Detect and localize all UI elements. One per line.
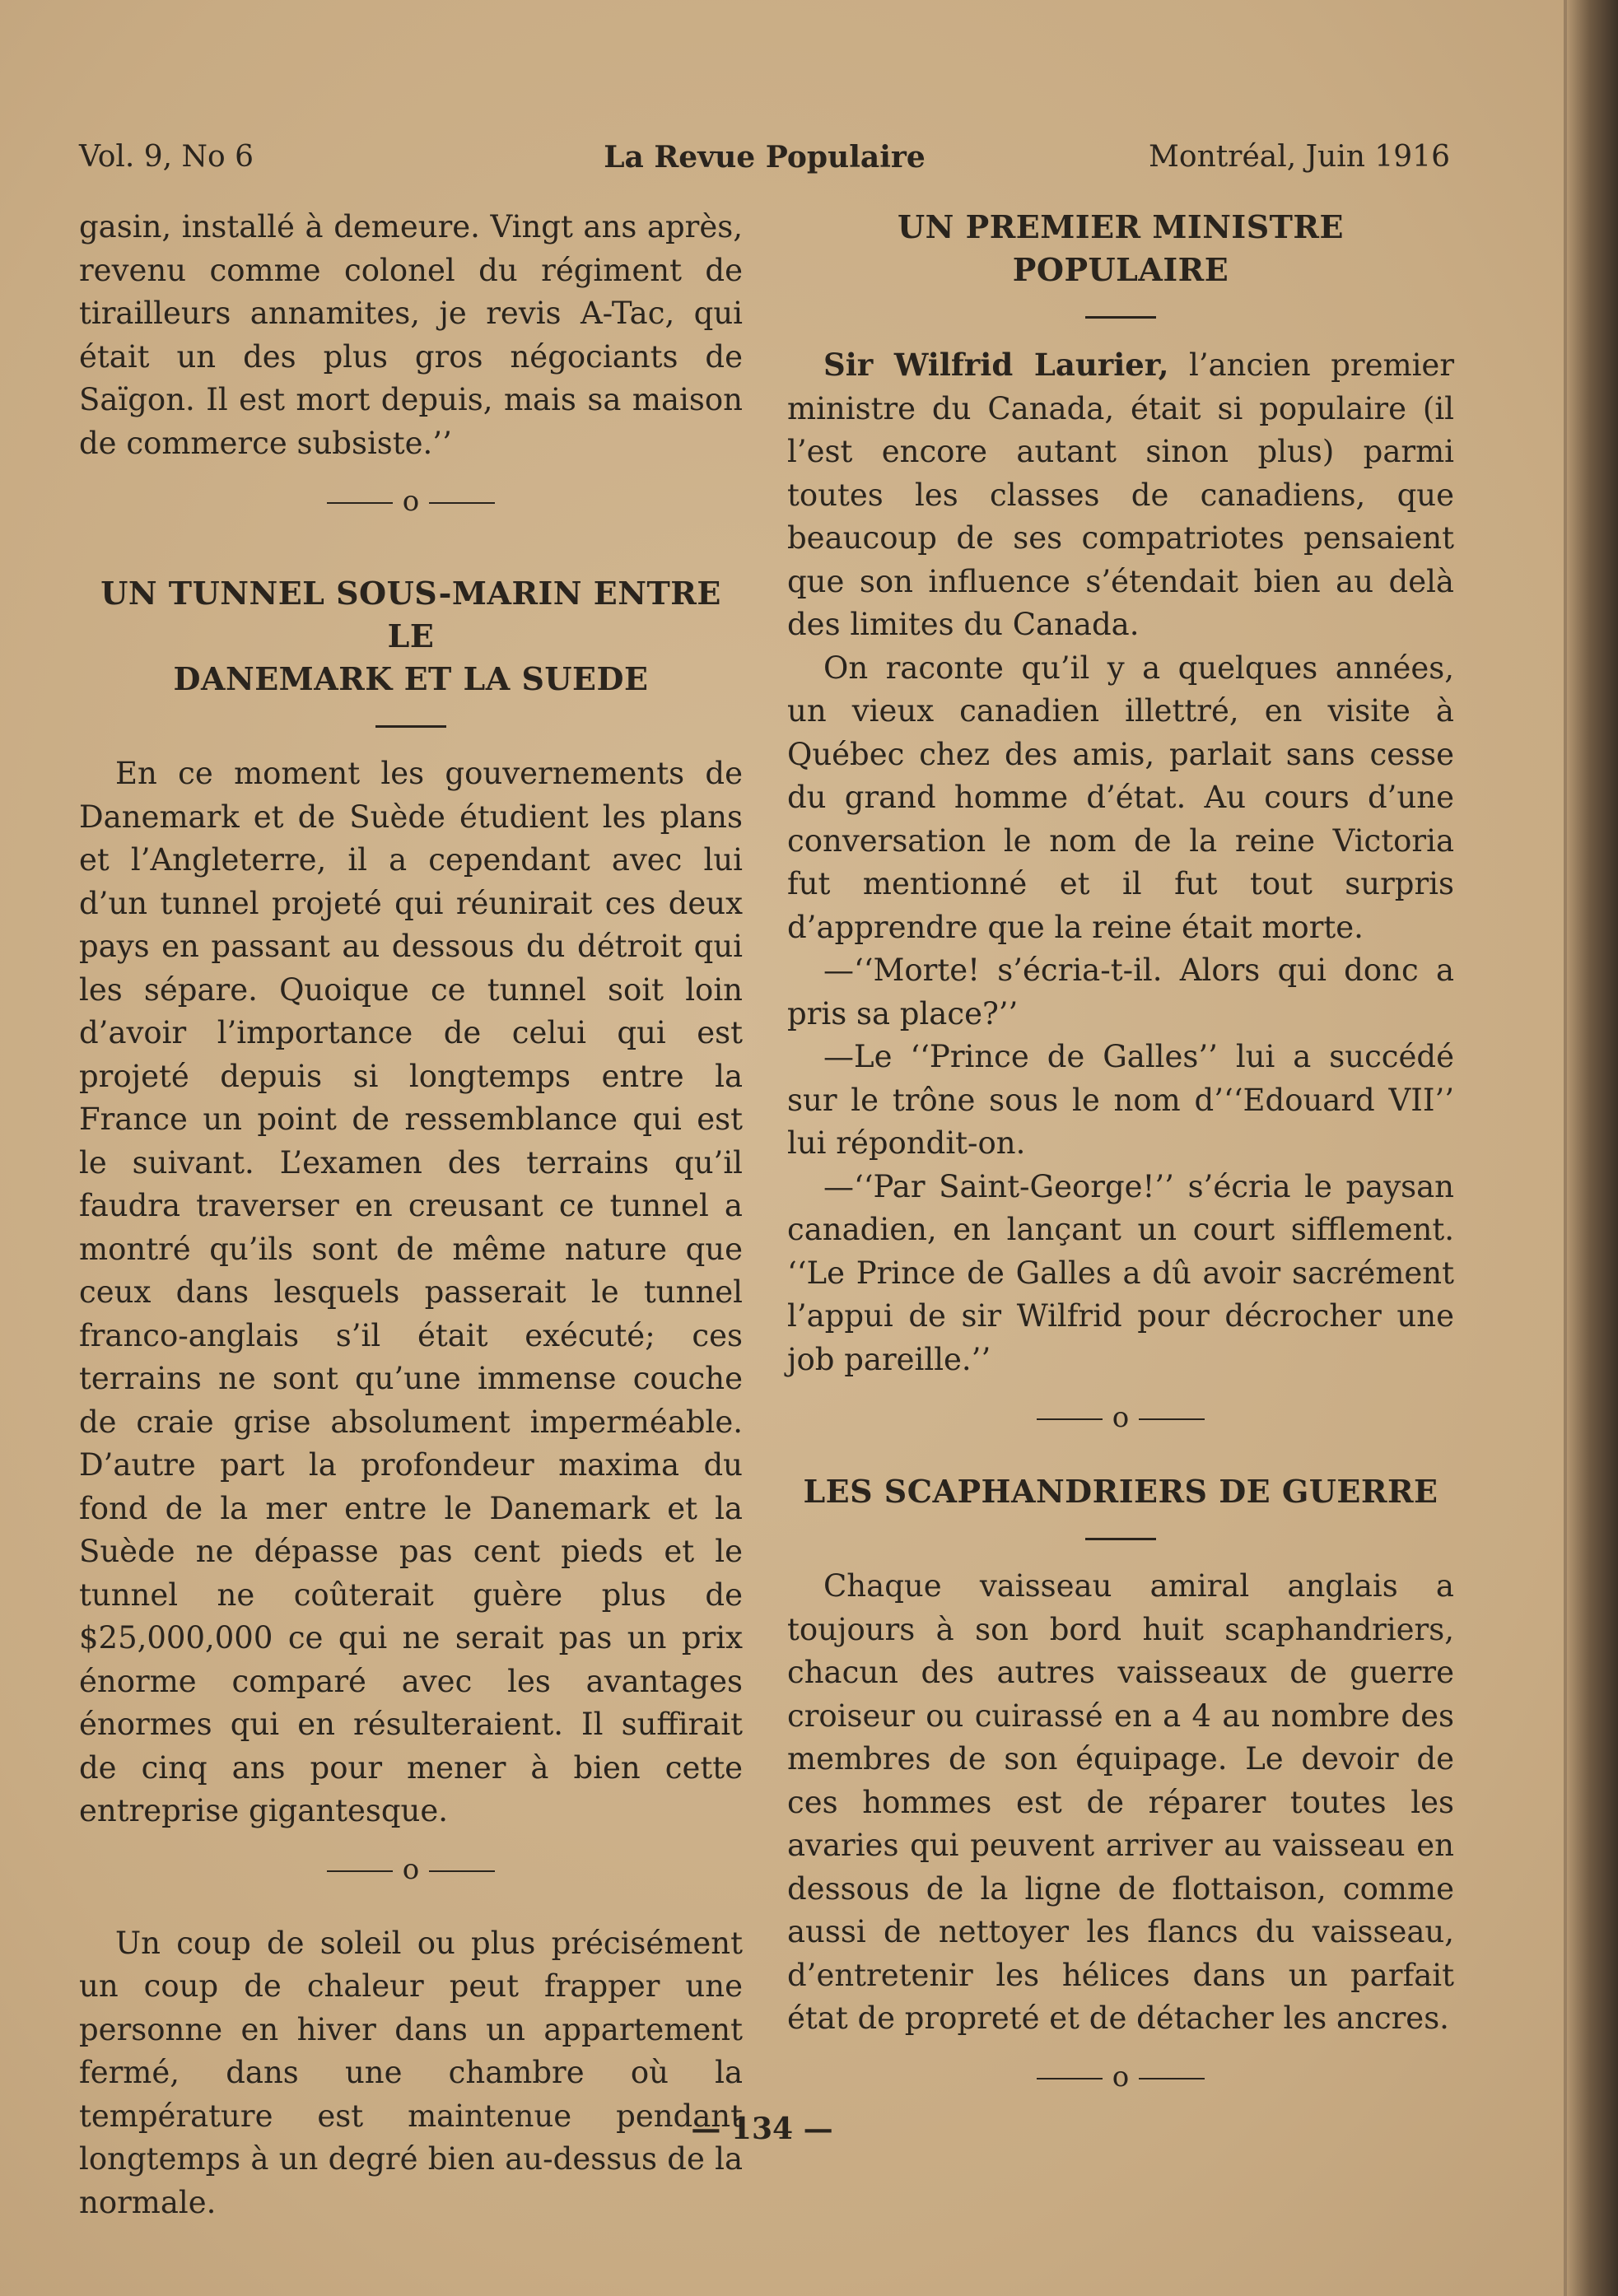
title-rule	[1085, 1538, 1156, 1540]
left-column	[79, 206, 743, 2224]
article-body-tunnel: En ce moment les gouvernements de Danemark et de Suède étudient les plans et l’Angleterre, il a cependant avec lui d’un tunnel projeté qui réunirait ces deux pays en passant au dessous du détroit qui les sépare. Quoique ce tunnel soit loin d’avoir l’importance de celui qui est projeté depuis si longtemps entre la France un point de ressemblance qui est le suivant. L’examen des terrains qu’il faudra traverser en creusant ce tunnel a montré qu’ils sont de même nature que ceux dans lesquels passerait le tunnel franco-anglais s’il était exécuté; ces terrains ne sont qu’une immense couche de craie grise absolument imperméable. D’autre part la profondeur maxima du fond de la mer entre le Danemark et la Suède ne dépasse pas cent pieds et le tunnel ne coûterait guère plus de $25,000,000 ce qui ne serait pas un prix énorme comparé avec les avantages énormes qui en résulteraient. Il suffirait de cinq ans pour mener à bien cette entreprise gigantesque.	[79, 756, 743, 1828]
book-spine	[1567, 0, 1618, 2296]
laurier-paragraph-2: On raconte qu’il y a quelques années, un vieux canadien illettré, en visite à Québec chez des amis, parlait sans cesse du grand homme d’état. Au cours d’une conversation le nom de la reine Victoria fut mentionné et il fut tout surpris d’apprendre que la reine était morte.	[787, 650, 1454, 945]
section-separator: o	[79, 1853, 743, 1886]
article-title-laurier: UN PREMIER MINISTRE POPULAIRE	[898, 208, 1344, 288]
volume-number: Vol. 9, No 6	[79, 140, 254, 174]
continuation-paragraph: gasin, installé à demeure. Vingt ans après, revenu comme colonel du régiment de tirailleurs annamites, je revis A-Tac, qui était un des plus gros négociants de Saïgon. Il est mort depuis, mais sa maison de commerce subsiste.’’	[79, 209, 743, 461]
laurier-name: Sir Wilfrid Laurier,	[823, 347, 1169, 383]
laurier-paragraph-3: —‘‘Morte! s’écria-t-il. Alors qui donc a pris sa place?’’	[787, 952, 1454, 1032]
laurier-paragraph-5: —‘‘Par Saint-George!’’ s’écria le paysan canadien, en lançant un court sifflement. ‘‘Le Prince de Galles a dû avoir sacrément l’appui de sir Wilfrid pour décrocher une job pareille.’’	[787, 1168, 1454, 1377]
place-date: Montréal, Juin 1916	[1149, 140, 1450, 174]
section-separator: o	[787, 2061, 1454, 2093]
article-title-tunnel: UN TUNNEL SOUS-MARIN ENTRE LE DANEMARK ET LA SUEDE	[100, 575, 721, 697]
laurier-paragraph-1: Sir Wilfrid Laurier, l’ancien premier ministre du Canada, était si populaire (il l’est encore autant sinon plus) parmi toutes les classes de canadiens, que beaucoup de ses compatriotes pensaient que son influence s’étendait bien au delà des limites du Canada.	[787, 347, 1455, 642]
laurier-paragraph-4: —Le ‘‘Prince de Galles’’ lui a succédé sur le trône sous le nom d’‘‘Edouard VII’’ lui répondit-on.	[787, 1039, 1454, 1161]
title-rule	[375, 725, 446, 728]
section-separator: o	[787, 1401, 1454, 1434]
right-column	[787, 206, 1454, 2093]
title-rule	[1085, 316, 1156, 319]
article-body-scaphandriers: Chaque vaisseau amiral anglais a toujours à son bord huit scaphandriers, chacun des autres vaisseaux de guerre croiseur ou cuirassé en a 4 au nombre des membres de son équipage. Le devoir de ces hommes est de réparer toutes les avaries qui peuvent arriver au vaisseau en dessous de la ligne de flottaison, comme aussi de nettoyer les flancs du vaisseau, d’entretenir les hélices dans un parfait état de propreté et de détacher les ancres.	[787, 1568, 1454, 2036]
running-header	[79, 140, 1450, 181]
section-separator: o	[79, 485, 743, 518]
article-title-scaphandriers: LES SCAPHANDRIERS DE GUERRE	[803, 1473, 1438, 1510]
page-number: — 134 —	[691, 2112, 833, 2146]
publication-title: La Revue Populaire	[604, 140, 926, 175]
article-body-soleil: Un coup de soleil ou plus précisément un coup de chaleur peut frapper une personne en hiver dans un appartement fermé, dans une chambre où la température est maintenue pendant longtemps à un degré bien au-dessus de la normale.	[79, 1925, 743, 2220]
